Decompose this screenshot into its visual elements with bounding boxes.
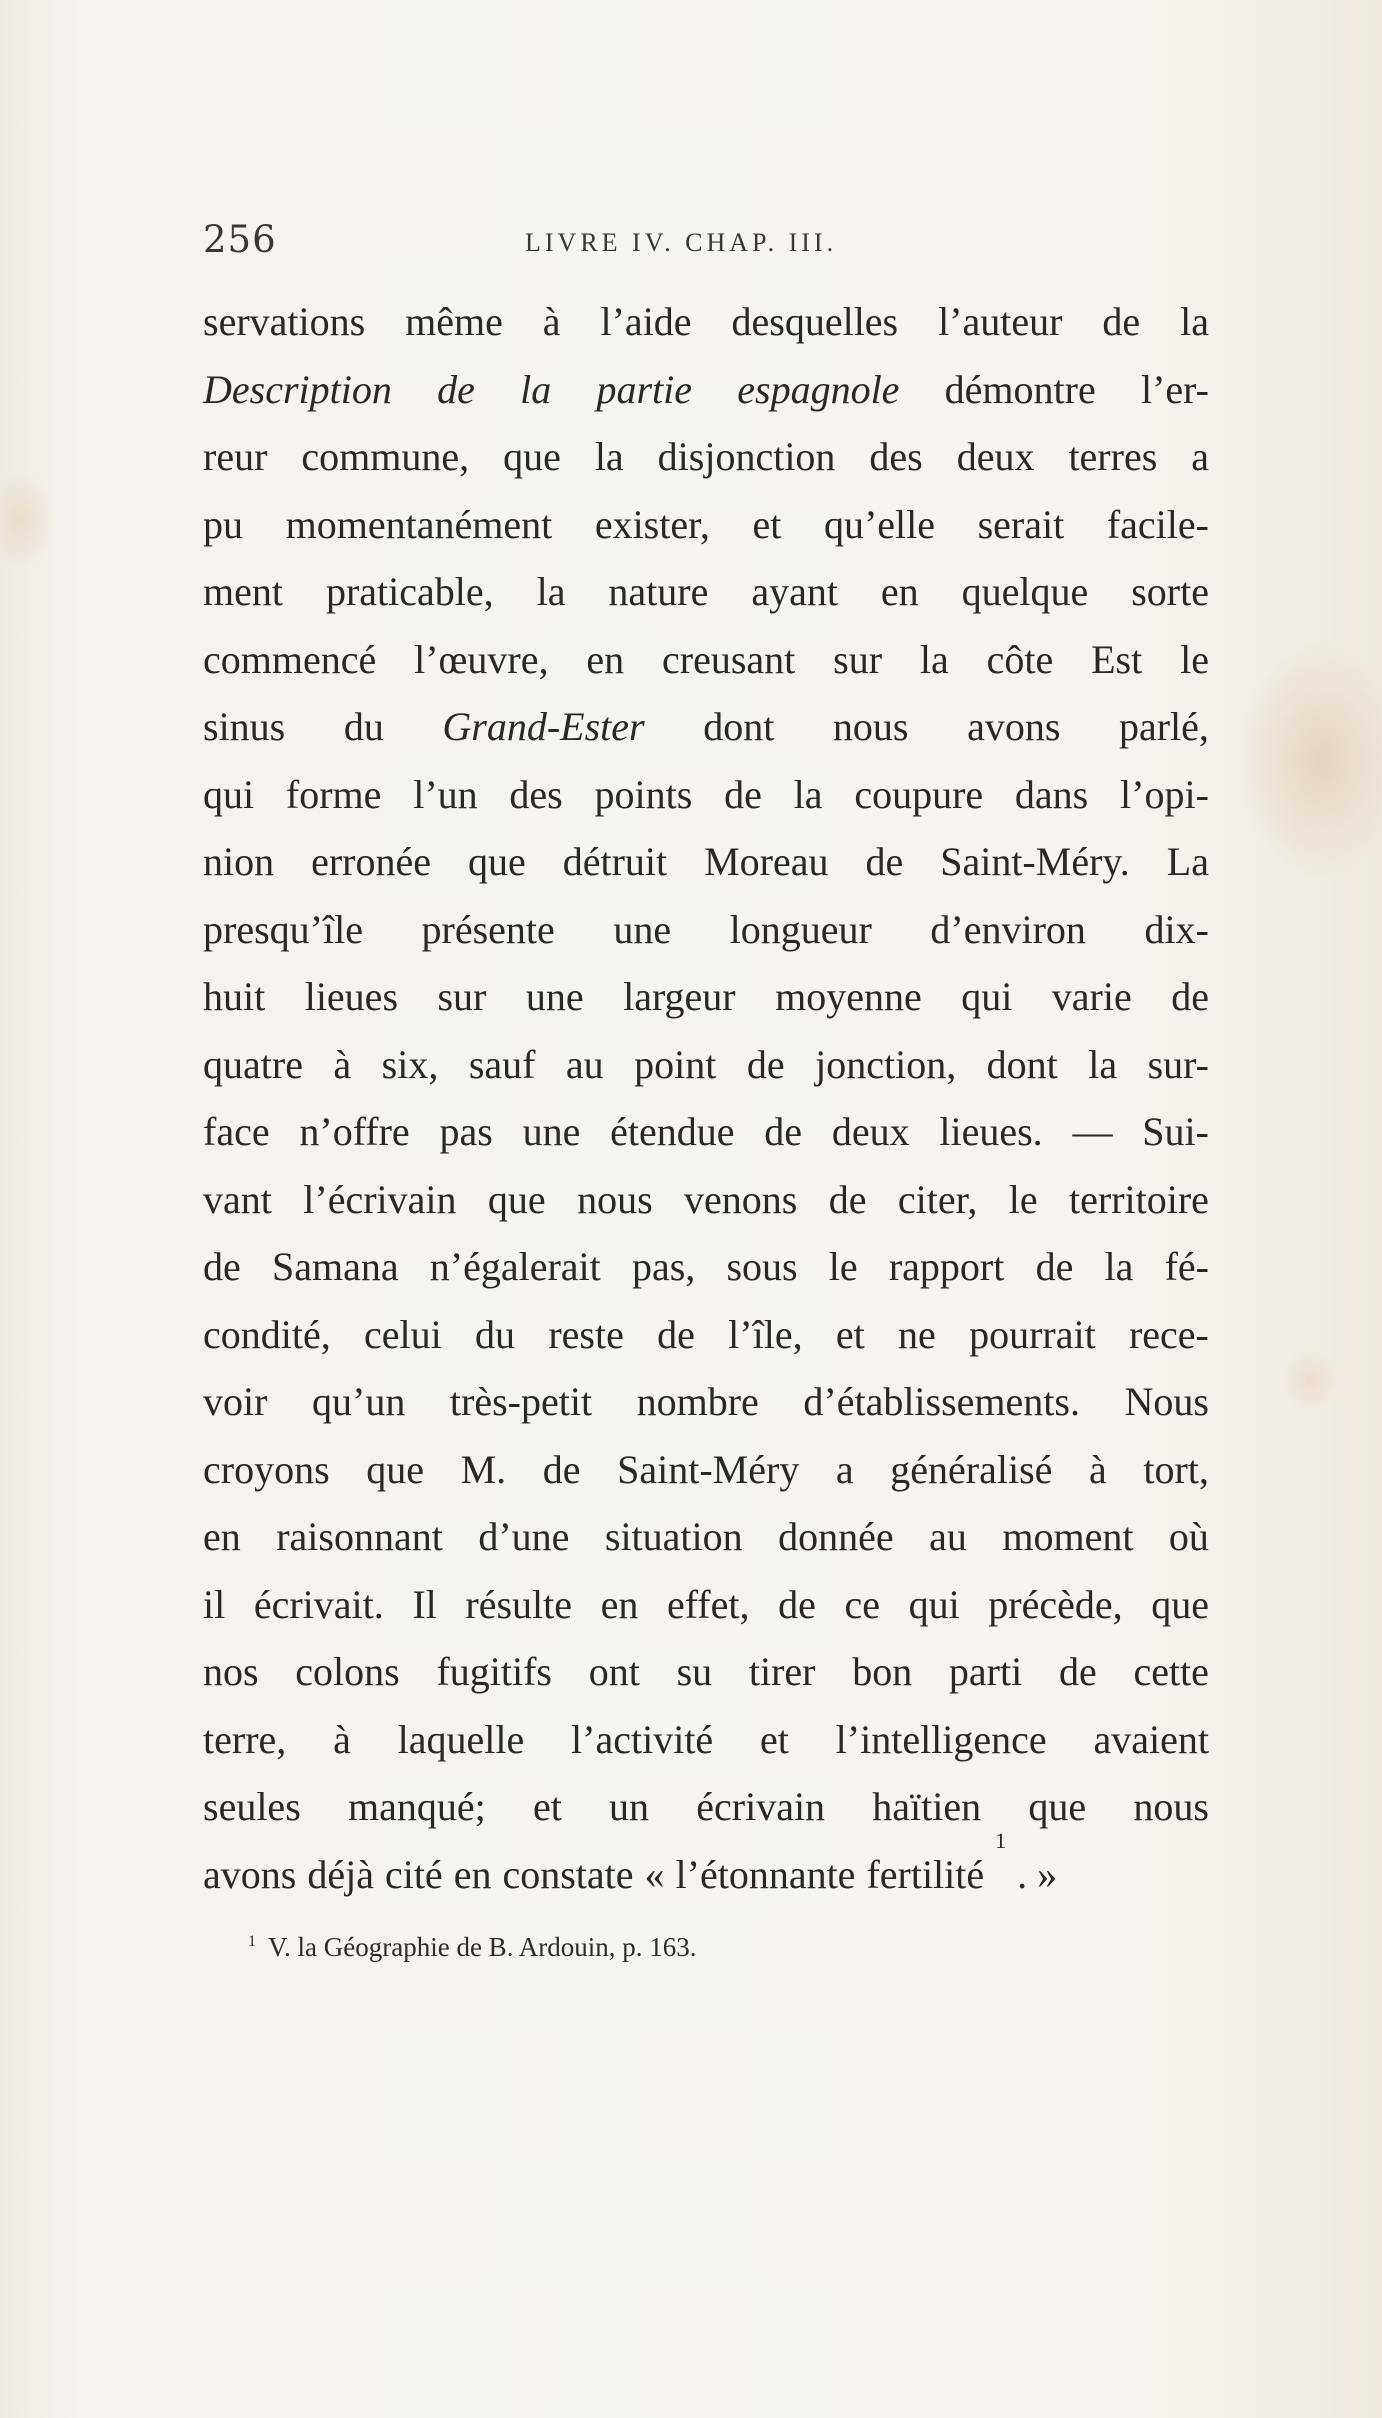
word: nous xyxy=(832,704,909,749)
word: fertilité xyxy=(866,1851,985,1897)
word: que xyxy=(1151,1581,1209,1627)
word: M. xyxy=(460,1446,507,1492)
word: en xyxy=(453,1851,492,1897)
word: la xyxy=(594,434,624,479)
word: et xyxy=(752,501,782,547)
word: un xyxy=(609,1784,650,1829)
word: nature xyxy=(608,569,709,614)
word: sorte xyxy=(1131,569,1209,614)
word: haïtien xyxy=(872,1784,982,1829)
word: fugitifs xyxy=(436,1649,552,1694)
word: présente xyxy=(421,906,555,952)
word: de xyxy=(657,1311,695,1357)
word: démontre xyxy=(944,366,1096,412)
word: territoire xyxy=(1069,1176,1209,1222)
word: de xyxy=(764,1109,803,1154)
word: reur xyxy=(203,434,268,479)
word: . » xyxy=(1017,1851,1058,1897)
word: où xyxy=(1168,1514,1209,1559)
word: l’œuvre, xyxy=(414,636,549,682)
word: cité xyxy=(384,1851,443,1897)
body-text xyxy=(203,288,1209,1908)
word: nombre xyxy=(636,1379,759,1424)
word: varie xyxy=(1051,974,1132,1019)
word: la xyxy=(793,771,823,817)
word: Description xyxy=(203,366,392,412)
word: tirer xyxy=(748,1649,816,1694)
text-line xyxy=(203,761,1209,829)
word: Moreau xyxy=(704,839,829,884)
word: reste xyxy=(548,1311,624,1357)
word: à xyxy=(1089,1446,1107,1492)
word: qu’un xyxy=(312,1379,406,1424)
word: celui xyxy=(364,1311,442,1357)
word: parti xyxy=(948,1649,1023,1694)
word: partie xyxy=(596,366,693,412)
word: que xyxy=(487,1176,546,1222)
word: l’auteur xyxy=(938,299,1063,344)
word: presqu’île xyxy=(203,906,363,952)
word: à xyxy=(542,299,561,344)
word: points xyxy=(594,771,693,817)
word: dix- xyxy=(1144,906,1209,952)
word: sur xyxy=(437,974,487,1019)
word: lieues. xyxy=(939,1109,1043,1154)
word: et xyxy=(759,1716,789,1762)
word: — xyxy=(1072,1109,1113,1154)
word: l’étonnante xyxy=(675,1851,856,1897)
word: largeur xyxy=(623,974,736,1019)
word: croyons xyxy=(203,1446,330,1492)
word: à xyxy=(333,1041,352,1087)
word: la xyxy=(1104,1244,1134,1289)
word: étendue xyxy=(610,1109,735,1154)
page-header xyxy=(203,218,1209,268)
word: d’une xyxy=(478,1514,570,1559)
word: ne xyxy=(898,1311,936,1357)
word: pas, xyxy=(631,1244,696,1289)
footnote-marker: 1 xyxy=(248,1933,256,1950)
word: lieues xyxy=(304,974,399,1019)
text-line xyxy=(203,1098,1209,1166)
word: écrivain xyxy=(696,1784,826,1829)
word: au xyxy=(929,1514,967,1559)
word: nous xyxy=(577,1176,653,1222)
word: Est xyxy=(1091,636,1143,682)
word: de xyxy=(865,839,904,884)
word: vant xyxy=(203,1176,272,1222)
word: la xyxy=(1180,299,1209,344)
text-line xyxy=(203,1301,1209,1369)
text-line xyxy=(203,963,1209,1031)
text-line xyxy=(203,626,1209,694)
word: que xyxy=(467,839,526,884)
word: La xyxy=(1166,839,1209,884)
word: sur xyxy=(833,636,883,682)
word: servations xyxy=(203,299,366,344)
word: en xyxy=(880,569,919,614)
word: de xyxy=(1102,299,1141,344)
word: point xyxy=(634,1041,717,1087)
word: citer, xyxy=(897,1176,978,1222)
word: que xyxy=(1028,1784,1087,1829)
word: il xyxy=(203,1581,226,1627)
word: qui xyxy=(203,771,255,817)
word: avaient xyxy=(1093,1716,1209,1762)
word: Sui- xyxy=(1142,1109,1209,1154)
word: deux xyxy=(956,434,1035,479)
footnote-reference: 1 xyxy=(995,1827,1007,1853)
running-head: LIVRE IV. CHAP. III. xyxy=(525,228,838,257)
word: l’un xyxy=(413,771,478,817)
text-line xyxy=(203,288,1209,356)
word: deux xyxy=(831,1109,910,1154)
word: la xyxy=(536,569,566,614)
word: qu’elle xyxy=(823,501,935,547)
text-line xyxy=(203,491,1209,559)
footnote xyxy=(248,1932,696,1963)
word: de xyxy=(1171,974,1209,1019)
word: que xyxy=(503,434,561,479)
word: l’intelligence xyxy=(835,1716,1047,1762)
word: serait xyxy=(977,501,1065,547)
word: et xyxy=(532,1784,562,1829)
word: pourrait xyxy=(969,1311,1096,1357)
word: avons xyxy=(967,704,1061,749)
word: situation xyxy=(604,1514,743,1559)
text-line xyxy=(203,1368,1209,1436)
word: qui xyxy=(908,1581,960,1627)
word: sauf xyxy=(468,1041,536,1087)
word: Grand-Ester xyxy=(442,704,645,749)
word: de xyxy=(828,1176,867,1222)
word: d’environ xyxy=(930,906,1086,952)
word: de xyxy=(437,366,475,412)
word: la xyxy=(520,366,552,412)
word: commune, xyxy=(301,434,470,479)
word: Il xyxy=(412,1581,437,1627)
word: très-petit xyxy=(449,1379,593,1424)
word: parlé, xyxy=(1118,704,1209,749)
word: bon xyxy=(852,1649,913,1694)
word: manqué; xyxy=(347,1784,486,1829)
word: sur- xyxy=(1147,1041,1209,1087)
word: seules xyxy=(203,1784,301,1829)
word: dont xyxy=(703,704,775,749)
word: « xyxy=(644,1851,665,1897)
word: l’écrivain xyxy=(303,1176,457,1222)
word: précède, xyxy=(988,1581,1123,1627)
word: disjonction xyxy=(657,434,836,479)
word: de xyxy=(1058,1649,1097,1694)
word: l’aide xyxy=(600,299,692,344)
word: nion xyxy=(203,839,275,884)
word: en xyxy=(586,636,625,682)
word: moyenne xyxy=(775,974,922,1019)
word: erronée xyxy=(311,839,431,884)
word: ce xyxy=(844,1581,880,1627)
word: même xyxy=(405,299,503,344)
word: l’opi- xyxy=(1120,771,1209,817)
word: commencé xyxy=(203,636,377,682)
word: momentanément xyxy=(285,501,553,547)
word: nous xyxy=(1133,1784,1209,1829)
word: une xyxy=(525,974,584,1019)
word: des xyxy=(869,434,923,479)
word: condité, xyxy=(203,1311,331,1357)
word: exister, xyxy=(594,501,710,547)
word: de xyxy=(778,1581,816,1627)
word: laquelle xyxy=(397,1716,525,1762)
word: sous xyxy=(726,1244,798,1289)
word: de xyxy=(724,771,762,817)
word: ment xyxy=(203,569,283,614)
text-line xyxy=(203,1638,1209,1706)
word: côte xyxy=(986,636,1054,682)
word: d’établissements. xyxy=(803,1379,1080,1424)
text-line xyxy=(203,1706,1209,1774)
word: effet, xyxy=(666,1581,750,1627)
word: Saint-Méry. xyxy=(940,839,1130,884)
text-line xyxy=(203,828,1209,896)
text-line xyxy=(203,423,1209,491)
word: de xyxy=(746,1041,785,1087)
word: terre, xyxy=(203,1716,287,1762)
word: écrivait. xyxy=(253,1581,384,1627)
text-line xyxy=(203,1031,1209,1099)
word: fé- xyxy=(1164,1244,1209,1289)
text-line xyxy=(203,1571,1209,1639)
word: le xyxy=(1180,636,1209,682)
word: n’offre xyxy=(299,1109,410,1154)
word: sinus xyxy=(203,704,286,749)
word: espagnole xyxy=(737,366,900,412)
word: de xyxy=(1035,1244,1074,1289)
word: donnée xyxy=(778,1514,894,1559)
word: du xyxy=(343,704,384,749)
word: raisonnant xyxy=(276,1514,443,1559)
word: ayant xyxy=(751,569,838,614)
word: quelque xyxy=(961,569,1089,614)
text-line xyxy=(203,1827,1209,1909)
text-line xyxy=(203,1773,1209,1841)
word: Samana xyxy=(271,1244,399,1289)
text-line xyxy=(203,1436,1209,1504)
word: pu xyxy=(203,501,243,547)
word: creusant xyxy=(662,636,796,682)
word: que xyxy=(366,1446,424,1492)
word: la xyxy=(1088,1041,1118,1087)
word: voir xyxy=(203,1379,268,1424)
word: l’er- xyxy=(1140,366,1209,412)
word: une xyxy=(522,1109,581,1154)
word: la xyxy=(919,636,949,682)
word: quatre xyxy=(203,1041,303,1087)
word: longueur xyxy=(729,906,872,952)
word: constate xyxy=(502,1851,634,1897)
word: le xyxy=(828,1244,858,1289)
word: qui xyxy=(961,974,1013,1019)
word: généralisé xyxy=(890,1446,1053,1492)
text-line xyxy=(203,1503,1209,1571)
footnote-text: V. la Géographie de B. Ardouin, p. 163. xyxy=(268,1932,697,1962)
word: colons xyxy=(295,1649,400,1694)
word: tort, xyxy=(1143,1446,1209,1492)
word: a xyxy=(835,1446,854,1492)
word: terres xyxy=(1068,434,1158,479)
word: en xyxy=(600,1581,639,1627)
word: et xyxy=(835,1311,865,1357)
word: du xyxy=(475,1311,516,1357)
word: a xyxy=(1191,434,1209,479)
word: ont xyxy=(588,1649,640,1694)
word: le xyxy=(1008,1176,1038,1222)
word: cette xyxy=(1133,1649,1209,1694)
text-line xyxy=(203,693,1209,761)
word: des xyxy=(509,771,563,817)
text-line xyxy=(203,1166,1209,1234)
word: avons xyxy=(203,1851,297,1897)
word: n’égalerait xyxy=(429,1244,601,1289)
word: Nous xyxy=(1124,1379,1209,1424)
text-line xyxy=(203,558,1209,626)
word: face xyxy=(203,1109,270,1154)
word: coupure xyxy=(854,771,984,817)
word: de xyxy=(203,1244,241,1289)
word: moment xyxy=(1002,1514,1134,1559)
word: rece- xyxy=(1128,1311,1209,1357)
page-number: 256 xyxy=(203,218,277,261)
word: détruit xyxy=(562,839,668,884)
word: dont xyxy=(986,1041,1058,1087)
word: jonction, xyxy=(815,1041,957,1087)
word: Saint-Méry xyxy=(617,1446,800,1492)
word: au xyxy=(565,1041,604,1087)
word: de xyxy=(542,1446,581,1492)
word: en xyxy=(203,1514,241,1559)
word: une xyxy=(613,906,672,952)
word: pas xyxy=(439,1109,493,1154)
text-line xyxy=(203,1233,1209,1301)
word: rapport xyxy=(888,1244,1005,1289)
word: venons xyxy=(684,1176,798,1222)
text-line xyxy=(203,896,1209,964)
word: l’île, xyxy=(728,1311,803,1357)
word: déjà xyxy=(307,1851,374,1897)
text-line xyxy=(203,356,1209,424)
word: facile- xyxy=(1106,501,1209,547)
word: six, xyxy=(381,1041,439,1087)
word: huit xyxy=(203,974,266,1019)
word: dans xyxy=(1014,771,1089,817)
word: l’activité xyxy=(571,1716,714,1762)
word: nos xyxy=(203,1649,259,1694)
word: desquelles xyxy=(731,299,899,344)
word: à xyxy=(333,1716,351,1762)
word: su xyxy=(676,1649,713,1694)
word: forme xyxy=(285,771,382,817)
word: praticable, xyxy=(325,569,494,614)
word: résulte xyxy=(465,1581,572,1627)
